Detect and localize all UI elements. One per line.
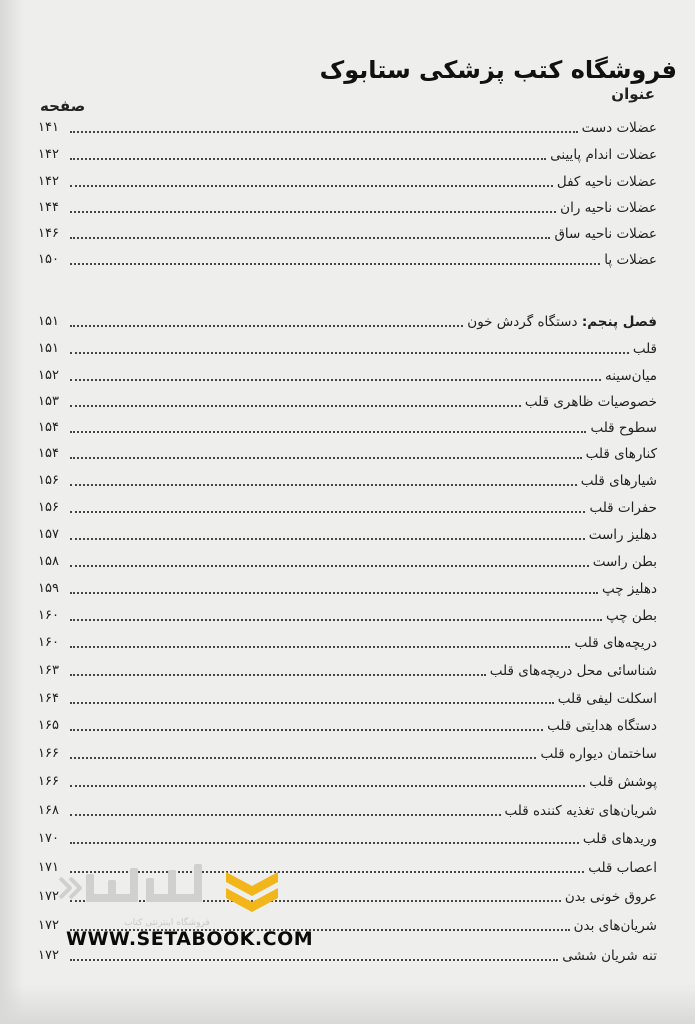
dot-leader	[70, 236, 550, 239]
dot-leader	[70, 564, 589, 567]
entry-title: عضلات اندام پایینی	[550, 147, 657, 163]
entry-title: دریچه‌های قلب	[574, 635, 657, 651]
entry-title: عروق خونی بدن	[564, 889, 657, 905]
entry-page: ۱۶۰	[38, 608, 59, 623]
entry-page: ۱۴۲	[38, 147, 59, 162]
entry-title: عضلات ناحیه ران	[560, 200, 657, 216]
toc-entry	[38, 823, 657, 849]
entry-title: دهلیز چپ	[601, 581, 657, 597]
entry-title: قلب	[632, 341, 657, 357]
watermark-tagline: فروشگاه اینترنتی کتاب	[124, 918, 210, 928]
toc-entry	[38, 738, 657, 764]
entry-title: عضلات ناحیه ساق	[554, 226, 657, 242]
entry-title: وریدهای قلب	[582, 831, 657, 847]
entry-page: ۱۶۴	[38, 691, 59, 706]
entry-title: خصوصیات ظاهری قلب	[524, 394, 657, 410]
entry-title: میان‌سینه	[604, 368, 657, 384]
entry-title: حفرات قلب	[589, 500, 657, 516]
entry-page: ۱۷۱	[38, 860, 59, 875]
toc-entry	[38, 795, 657, 821]
entry-page: ۱۴۶	[38, 226, 59, 241]
dot-leader	[70, 378, 601, 381]
entry-page: ۱۵۸	[38, 554, 59, 569]
toc-entry	[38, 438, 657, 464]
page-shadow-bottom	[0, 984, 695, 1024]
toc-entry	[38, 412, 657, 438]
chapter-page: ۱۵۱	[38, 314, 59, 329]
entry-title: تنه شریان ششی	[562, 948, 657, 964]
entry-page: ۱۵۶	[38, 500, 59, 515]
entry-page: ۱۶۸	[38, 803, 59, 818]
entry-title: سطوح قلب	[590, 420, 657, 436]
toc-entry	[38, 573, 657, 599]
dot-leader	[70, 130, 578, 133]
entry-page: ۱۵۴	[38, 446, 59, 461]
page-shadow-left	[0, 0, 24, 1024]
dot-leader	[70, 456, 582, 459]
toc-entry	[38, 244, 657, 270]
entry-title: دهلیز راست	[588, 527, 657, 543]
dot-leader	[70, 958, 558, 961]
entry-title: عضلات دست	[581, 120, 657, 136]
entry-title: اسکلت لیفی قلب	[557, 691, 657, 707]
entry-page: ۱۵۰	[38, 252, 59, 267]
dot-leader	[70, 157, 546, 160]
column-page-header: صفحه	[40, 97, 86, 115]
dot-leader	[70, 645, 570, 648]
dot-leader	[70, 184, 553, 187]
toc-entry	[38, 218, 657, 244]
dot-leader	[70, 813, 501, 816]
entry-title: شیارهای قلب	[580, 473, 657, 489]
entry-page: ۱۵۶	[38, 473, 59, 488]
entry-title: عضلات پا	[604, 252, 657, 268]
store-title: فروشگاه کتب پزشکی ستابوک	[319, 56, 677, 84]
entry-title: بطن راست	[592, 554, 657, 570]
toc-entry	[38, 627, 657, 653]
toc-entry	[38, 386, 657, 412]
dot-leader	[70, 756, 536, 759]
entry-page: ۱۶۶	[38, 746, 59, 761]
entry-page: ۱۶۶	[38, 774, 59, 789]
toc-entry	[38, 139, 657, 165]
dot-leader	[70, 591, 598, 594]
entry-page: ۱۵۱	[38, 341, 59, 356]
toc-entry	[38, 710, 657, 736]
entry-title: پوشش قلب	[589, 774, 657, 790]
toc-entry	[38, 519, 657, 545]
entry-title: شریان‌های بدن	[573, 918, 657, 934]
entry-page: ۱۷۲	[38, 948, 59, 963]
dot-leader	[70, 618, 602, 621]
entry-page: ۱۵۲	[38, 368, 59, 383]
entry-title: شریان‌های تغذیه کننده قلب	[504, 803, 657, 819]
entry-title: بطن چپ	[605, 608, 657, 624]
setabook-logo-icon	[56, 860, 306, 920]
entry-title: ساختمان دیواره قلب	[540, 746, 657, 762]
entry-title: اعصاب قلب	[588, 860, 657, 876]
dot-leader	[70, 404, 521, 407]
chapter-heading	[38, 306, 657, 332]
entry-page: ۱۴۲	[38, 174, 59, 189]
entry-page: ۱۶۵	[38, 718, 59, 733]
toc-entry	[38, 683, 657, 709]
entry-page: ۱۵۷	[38, 527, 59, 542]
dot-leader	[70, 430, 586, 433]
toc-entry	[38, 360, 657, 386]
chapter-name: دستگاه گردش خون	[467, 314, 578, 330]
toc-entry	[38, 492, 657, 518]
toc-entry	[38, 546, 657, 572]
entry-page: ۱۵۴	[38, 420, 59, 435]
dot-leader	[70, 537, 585, 540]
dot-leader	[70, 841, 579, 844]
toc-entry	[38, 655, 657, 681]
entry-page: ۱۵۳	[38, 394, 59, 409]
chapter-label: فصل پنجم:	[581, 314, 657, 330]
dot-leader	[70, 351, 629, 354]
entry-title: عضلات ناحیه کفل	[556, 174, 657, 190]
column-title-header: عنوان	[611, 85, 655, 103]
entry-page: ۱۷۲	[38, 889, 59, 904]
dot-leader	[70, 728, 543, 731]
toc-entry	[38, 600, 657, 626]
toc-entry	[38, 766, 657, 792]
dot-leader	[70, 483, 577, 486]
toc-entry	[38, 465, 657, 491]
toc-entry	[38, 192, 657, 218]
toc-entry	[38, 112, 657, 138]
toc-entry	[38, 166, 657, 192]
entry-title: شناسائی محل دریچه‌های قلب	[489, 663, 657, 679]
entry-page: ۱۶۳	[38, 663, 59, 678]
entry-page: ۱۷۲	[38, 918, 59, 933]
watermark-website: WWW.SETABOOK.COM	[66, 928, 314, 950]
entry-page: ۱۵۹	[38, 581, 59, 596]
dot-leader	[70, 784, 585, 787]
dot-leader	[70, 210, 556, 213]
dot-leader	[70, 510, 585, 513]
dot-leader	[70, 701, 554, 704]
entry-title: کنارهای قلب	[585, 446, 657, 462]
dot-leader	[70, 673, 486, 676]
entry-page: ۱۶۰	[38, 635, 59, 650]
entry-title: دستگاه هدایتی قلب	[547, 718, 657, 734]
toc-entry	[38, 333, 657, 359]
entry-page: ۱۴۱	[38, 120, 59, 135]
entry-page: ۱۷۰	[38, 831, 59, 846]
entry-page: ۱۴۴	[38, 200, 59, 215]
dot-leader	[70, 324, 463, 327]
dot-leader	[70, 262, 600, 265]
